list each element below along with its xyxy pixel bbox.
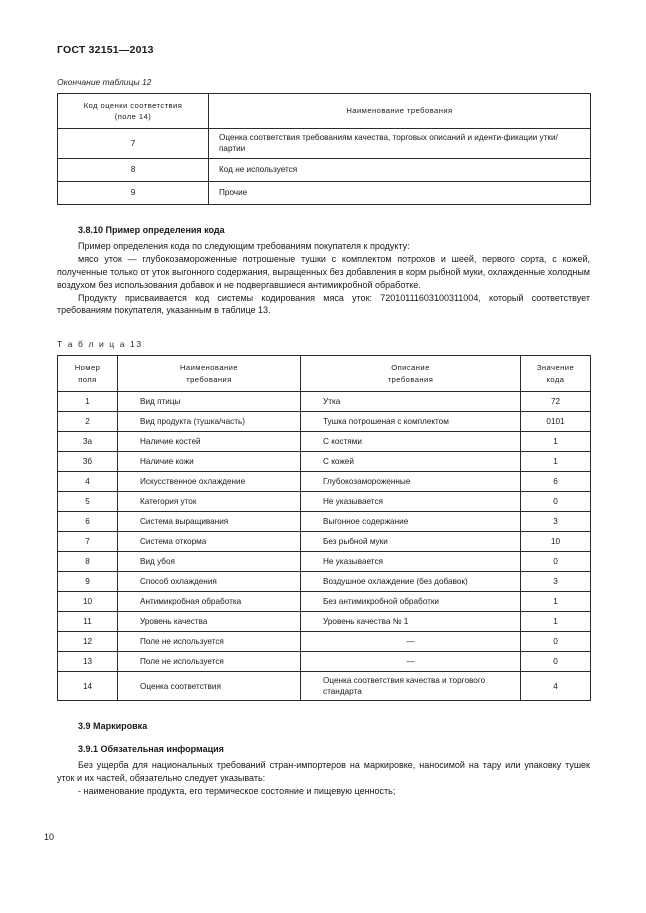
table13-cell-description: Не указывается xyxy=(301,552,521,572)
table13-cell-field: 9 xyxy=(58,572,118,592)
table13-cell-description: Утка xyxy=(301,392,521,412)
table12-body xyxy=(58,129,591,204)
table13-cell-description: Без антимикробной обработки xyxy=(301,592,521,612)
table-row xyxy=(58,592,591,612)
table13-cell-description: Оценка соответствия качества и торгового стандарта xyxy=(301,672,521,701)
table13-col-header-code-line2: кода xyxy=(546,374,565,384)
table13-cell-field: 3а xyxy=(58,432,118,452)
page-content xyxy=(57,44,590,798)
table13-cell-code: 3 xyxy=(521,512,591,532)
table13-body xyxy=(58,392,591,701)
table13-cell-field: 4 xyxy=(58,472,118,492)
table-row xyxy=(58,412,591,432)
table13-cell-code: 0 xyxy=(521,652,591,672)
table13-cell-code: 0 xyxy=(521,492,591,512)
table-row xyxy=(58,632,591,652)
page-number: 10 xyxy=(44,832,55,842)
table13-col-header-field-line1: Номер xyxy=(74,363,101,373)
table13-cell-name: Уровень качества xyxy=(118,612,301,632)
table13-cell-name: Оценка соответствия xyxy=(118,672,301,701)
table13-col-header-description xyxy=(301,356,521,392)
table13-cell-field: 10 xyxy=(58,592,118,612)
table-row xyxy=(58,532,591,552)
table12-cell-code: 9 xyxy=(58,181,209,204)
table12-caption: Окончание таблицы 12 xyxy=(57,76,152,87)
table13-cell-name: Наличие костей xyxy=(118,432,301,452)
table-row xyxy=(58,512,591,532)
section-3-9-1-heading: 3.9.1 Обязательная информация xyxy=(78,743,224,754)
table-12 xyxy=(57,93,591,205)
table12-head xyxy=(58,93,591,129)
table13-col-header-description-line1: Описание xyxy=(391,363,430,373)
table13-col-header-description-line2: требования xyxy=(387,374,434,384)
section-3-9-1-para1: Без ущерба для национальных требований стран-импортеров на маркировке, наносимой на тару или упаковку тушек уток и их частей, обязательно следует указывать: xyxy=(57,760,590,784)
table13-cell-name: Система выращивания xyxy=(118,512,301,532)
table13-header-row xyxy=(58,356,591,392)
table13-cell-code: 1 xyxy=(521,452,591,472)
table12-col-header-requirement: Наименование требования xyxy=(209,93,591,129)
table13-cell-description: С кожей xyxy=(301,452,521,472)
table13-cell-description: С костями xyxy=(301,432,521,452)
section-3-8-10-para3: Продукту присваивается код системы кодирования мяса уток: 72010111603100311004, который соответствует требованиям покупателя, указанным в таблице 13. xyxy=(57,292,590,316)
table13-cell-name: Категория уток xyxy=(118,492,301,512)
table13-cell-description: Без рыбной муки xyxy=(301,532,521,552)
table13-cell-field: 3б xyxy=(58,452,118,472)
table13-cell-field: 5 xyxy=(58,492,118,512)
table13-col-header-code xyxy=(521,356,591,392)
table13-cell-code: 1 xyxy=(521,432,591,452)
table13-col-header-code-line1: Значение xyxy=(536,363,575,373)
section-3-8-10-para2: мясо уток — глубокозамороженные потрошеные тушки с комплектом потрохов и шеей, первого сорта, с кожей, полученные только от уток выгонного содержания, выращенных без добавления в корм рыбной муки, охлажденные холодным воздухом без использования добавок и не подвергавшиеся антимикробной обработке. xyxy=(57,253,590,290)
table13-cell-name: Способ охлаждения xyxy=(118,572,301,592)
table13-cell-name: Наличие кожи xyxy=(118,452,301,472)
table13-cell-description: Не указывается xyxy=(301,492,521,512)
table13-cell-name: Вид птицы xyxy=(118,392,301,412)
table12-cell-requirement: Код не используется xyxy=(209,158,591,181)
table13-cell-field: 6 xyxy=(58,512,118,532)
table13-cell-field: 12 xyxy=(58,632,118,652)
table13-cell-description: — xyxy=(301,632,521,652)
table13-cell-field: 8 xyxy=(58,552,118,572)
table13-cell-description: Уровень качества № 1 xyxy=(301,612,521,632)
section-3-8-10-para1: Пример определения кода по следующим требованиям покупателя к продукту: xyxy=(78,241,410,252)
table13-cell-field: 7 xyxy=(58,532,118,552)
table13-cell-code: 4 xyxy=(521,672,591,701)
table13-cell-name: Система откорма xyxy=(118,532,301,552)
table13-cell-field: 14 xyxy=(58,672,118,701)
table13-col-header-field xyxy=(58,356,118,392)
section-3-8-10-heading: 3.8.10 Пример определения кода xyxy=(78,224,225,235)
table-row xyxy=(58,181,591,204)
table13-cell-field: 2 xyxy=(58,412,118,432)
table12-col-header-code xyxy=(58,93,209,129)
table-row xyxy=(58,129,591,158)
table-row xyxy=(58,572,591,592)
table13-caption: Т а б л и ц а 13 xyxy=(57,339,143,350)
table13-cell-code: 0 xyxy=(521,552,591,572)
table13-cell-description: — xyxy=(301,652,521,672)
table12-cell-requirement: Оценка соответствия требованиям качества, торговых описаний и иденти-фикации утки/партии xyxy=(209,129,591,158)
table-row xyxy=(58,392,591,412)
table-row xyxy=(58,452,591,472)
table13-cell-name: Искусственное охлаждение xyxy=(118,472,301,492)
table-row xyxy=(58,652,591,672)
table12-cell-requirement: Прочие xyxy=(209,181,591,204)
table13-cell-code: 1 xyxy=(521,612,591,632)
table-13 xyxy=(57,355,591,701)
table13-cell-field: 1 xyxy=(58,392,118,412)
section-3-9-1-para2: - наименование продукта, его термическое состояние и пищевую ценность; xyxy=(78,786,396,797)
table13-cell-name: Поле не используется xyxy=(118,632,301,652)
table13-cell-description: Воздушное охлаждение (без добавок) xyxy=(301,572,521,592)
table13-cell-field: 13 xyxy=(58,652,118,672)
table13-cell-code: 72 xyxy=(521,392,591,412)
table13-col-header-name-line1: Наименование xyxy=(179,363,239,373)
table12-cell-code: 7 xyxy=(58,129,209,158)
table13-cell-name: Антимикробная обработка xyxy=(118,592,301,612)
table13-cell-code: 6 xyxy=(521,472,591,492)
table13-cell-description: Выгонное содержание xyxy=(301,512,521,532)
table12-header-row xyxy=(58,93,591,129)
table13-cell-description: Тушка потрошеная с комплектом xyxy=(301,412,521,432)
table12-cell-code: 8 xyxy=(58,158,209,181)
table13-cell-code: 10 xyxy=(521,532,591,552)
table-row xyxy=(58,552,591,572)
table-row xyxy=(58,492,591,512)
table13-col-header-name-line2: требования xyxy=(186,374,232,384)
table13-cell-description: Глубокозамороженные xyxy=(301,472,521,492)
table-row xyxy=(58,432,591,452)
table13-col-header-field-line2: поля xyxy=(78,374,97,384)
table13-cell-code: 3 xyxy=(521,572,591,592)
table-row xyxy=(58,472,591,492)
table12-col-header-code-line1: Код оценки соответствия xyxy=(83,100,183,110)
table13-cell-name: Вид убоя xyxy=(118,552,301,572)
standard-header: ГОСТ 32151—2013 xyxy=(57,44,154,56)
section-3-9-heading: 3.9 Маркировка xyxy=(78,721,148,732)
table-row xyxy=(58,612,591,632)
table13-col-header-name xyxy=(118,356,301,392)
table-row xyxy=(58,672,591,701)
table13-head xyxy=(58,356,591,392)
table12-col-header-code-line2: (поле 14) xyxy=(114,111,152,121)
table13-cell-code: 1 xyxy=(521,592,591,612)
table-row xyxy=(58,158,591,181)
table13-cell-field: 11 xyxy=(58,612,118,632)
table13-cell-name: Поле не используется xyxy=(118,652,301,672)
table13-cell-code: 0 xyxy=(521,632,591,652)
table13-cell-code: 0101 xyxy=(521,412,591,432)
table13-cell-name: Вид продукта (тушка/часть) xyxy=(118,412,301,432)
